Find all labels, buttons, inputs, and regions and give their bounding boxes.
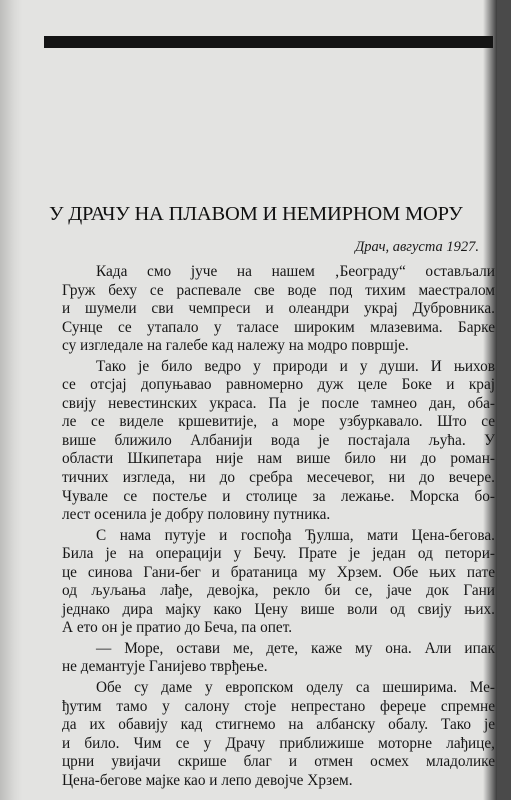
text-line: тичних изгледа, ни до сребра месечевог, ни до вечере. — [62, 469, 495, 487]
paragraph-3 — [62, 527, 495, 638]
text-line: Обе су даме у европском оделу са шеширима. Ме- — [96, 679, 495, 697]
text-line: Тако је било ведро у природи и у души. И њихов — [96, 357, 495, 375]
text-line: Била је на операцији у Бечу. Прате је један од петори- — [62, 545, 495, 563]
text-line: једнако дира мајку како Цену више воли од свију њих. — [62, 600, 495, 618]
text-line: Сунце се утапало у таласе широким млазевима. Барке — [62, 318, 495, 336]
text-line: да их обавију кад стигнемо на албанску обалу. Тако је — [62, 716, 495, 734]
chapter-title: У ДРАЧУ НА ПЛАВОМ И НЕМИРНОМ МОРУ — [49, 203, 463, 225]
chapter-dateline: Драч, августа 1927. — [355, 239, 479, 255]
text-line: и шумели сви чемпреси и олеандри украј Дубровника. — [62, 300, 495, 318]
text-line: свију невестинских украса. Па је после тамнео дан, оба- — [62, 394, 495, 412]
text-line: лест осенила је добру половину путника. — [62, 506, 331, 524]
text-line: Груж беху се распевале све воде под тихим маестралом — [62, 281, 495, 299]
paragraph-2 — [62, 358, 495, 525]
paragraph-5 — [62, 679, 495, 790]
paragraph-4 — [62, 640, 495, 677]
chapter-body — [62, 263, 495, 792]
text-line: области Шкипетара није нам више било ни до роман- — [62, 450, 495, 468]
spine-shadow — [0, 0, 22, 800]
text-line: и било. Чим се у Драчу приближише моторне лађице, — [62, 734, 495, 752]
text-line: С нама путује и госпођа Ђулша, мати Цена-бегова. — [96, 526, 495, 544]
text-line: црни увијачи скрише благ и отмен осмех младолике — [62, 753, 495, 771]
text-line: ђутим тамо у салону стоје непрестано фереџе спремне — [62, 697, 495, 715]
text-line: Када смо јуче на нашем ‚Београду“ остављали — [96, 263, 495, 280]
text-line: су изгледале на галебе кад належу на модро површје. — [62, 337, 409, 355]
text-line: ле се виделе кршевитије, а море узбуркавало. Што се — [62, 413, 495, 431]
text-line: више ближило Албанији вода је постајала љућа. У — [62, 431, 495, 449]
text-line: Цена-бегове мајке као и лепо девојче Хрзем. — [62, 771, 353, 789]
text-line: Чувале се постеље и столице за лежање. Морска бо- — [62, 487, 495, 505]
text-line: се отсјај допуњавао равномерно дуж целе Боке и крај — [62, 376, 495, 394]
text-line: — Море, остави ме, дете, каже му она. Али ипак — [96, 639, 495, 657]
text-line: це синова Гани-бег и братаница му Хрзем. Обе њих патe — [62, 563, 495, 581]
chapter-top-rule — [44, 36, 493, 48]
paragraph-1 — [62, 263, 495, 356]
text-line: не демантује Ганијево тврђење. — [62, 658, 268, 676]
text-line: А ето он је пратио до Беча, па опет. — [62, 619, 293, 637]
text-line: од љуљања лађе, девојка, рекло би се, јаче док Гани — [62, 582, 495, 600]
